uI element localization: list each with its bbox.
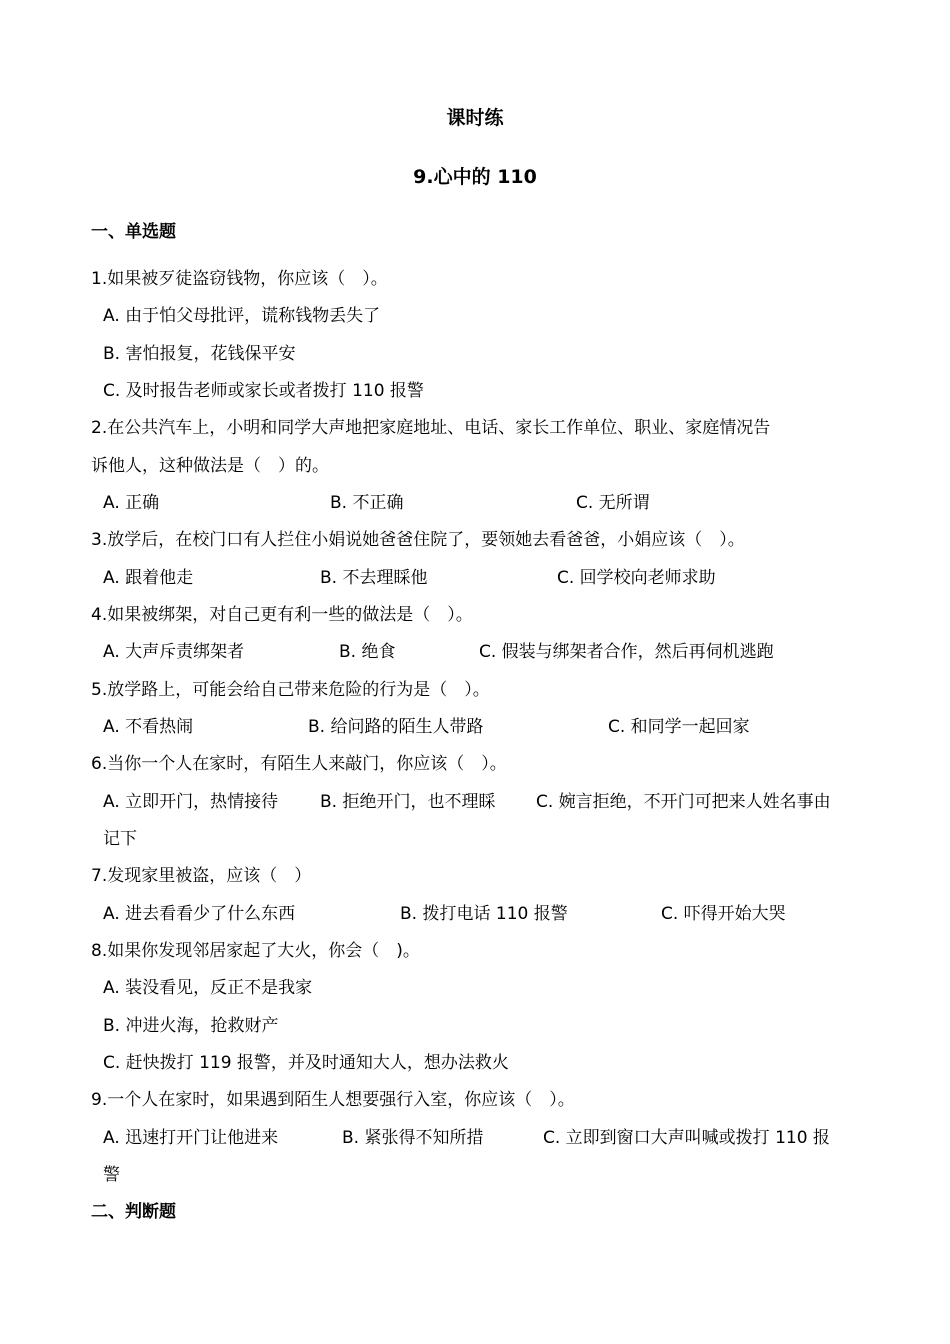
question-7-option-a: A. 进去看看少了什么东西 [103,904,296,924]
question-8-option-a: A. 装没看见，反正不是我家 [103,978,313,998]
question-2-option-c: C. 无所谓 [576,493,650,513]
question-5-stem: 5.放学路上，可能会给自己带来危险的行为是（ ）。 [91,680,490,700]
question-3-option-a: A. 跟着他走 [103,568,194,588]
question-1-stem: 1.如果被歹徒盗窃钱物，你应该（ ）。 [91,269,388,289]
question-6-option-c: C. 婉言拒绝，不开门可把来人姓名事由 [536,792,831,812]
question-5-option-a: A. 不看热闹 [103,717,194,737]
question-5-option-b: B. 给问路的陌生人带路 [308,717,484,737]
question-8-option-c: C. 赶快拨打 119 报警，并及时通知大人，想办法救火 [103,1053,509,1073]
question-9-option-a: A. 迅速打开门让他进来 [103,1128,279,1148]
question-9-stem: 9.一个人在家时，如果遇到陌生人想要强行入室，你应该（ ）。 [91,1090,575,1110]
question-5-option-c: C. 和同学一起回家 [608,717,750,737]
question-1-option-a: A. 由于怕父母批评，谎称钱物丢失了 [103,306,381,326]
question-7-stem: 7.发现家里被盗，应该（ ） [91,866,312,886]
question-3-option-c: C. 回学校向老师求助 [557,568,716,588]
question-6-option-a: A. 立即开门，热情接待 [103,792,279,812]
question-1-option-b: B. 害怕报复，花钱保平安 [103,344,296,364]
question-4-option-c: C. 假装与绑架者合作，然后再伺机逃跑 [479,642,774,662]
question-4-option-b: B. 绝食 [339,642,396,662]
question-4-stem: 4.如果被绑架，对自己更有利一些的做法是（ ）。 [91,605,473,625]
question-2-option-b: B. 不正确 [330,493,404,513]
question-7-option-b: B. 拨打电话 110 报警 [400,904,568,924]
question-9-option-c: C. 立即到窗口大声叫喊或拨打 110 报 [543,1128,830,1148]
section-heading-single-choice: 一、单选题 [91,222,176,242]
question-4-option-a: A. 大声斥责绑架者 [103,642,245,662]
lesson-title: 9.心中的 110 [413,166,537,188]
question-2-stem-line-1: 2.在公共汽车上，小明和同学大声地把家庭地址、电话、家长工作单位、职业、家庭情况告 [91,418,771,438]
question-2-stem-line-2: 诉他人，这种做法是（ ）的。 [91,456,329,476]
question-8-option-b: B. 冲进火海，抢救财产 [103,1016,279,1036]
question-9-option-c-continued: 警 [103,1165,120,1185]
question-6-stem: 6.当你一个人在家时，有陌生人来敲门，你应该（ ）。 [91,754,507,774]
section-heading-true-false: 二、判断题 [91,1202,176,1222]
question-6-option-c-continued: 记下 [103,829,137,849]
question-8-stem: 8.如果你发现邻居家起了大火，你会（ )。 [91,941,420,961]
question-7-option-c: C. 吓得开始大哭 [661,904,786,924]
question-3-stem: 3.放学后，在校门口有人拦住小娟说她爸爸住院了，要领她去看爸爸，小娟应该（ ）。 [91,530,745,550]
question-3-option-b: B. 不去理睬他 [320,568,428,588]
question-2-option-a: A. 正确 [103,493,160,513]
question-6-option-b: B. 拒绝开门，也不理睬 [320,792,496,812]
question-9-option-b: B. 紧张得不知所措 [342,1128,484,1148]
page-title: 课时练 [446,107,504,129]
question-1-option-c: C. 及时报告老师或家长或者拨打 110 报警 [103,381,424,401]
